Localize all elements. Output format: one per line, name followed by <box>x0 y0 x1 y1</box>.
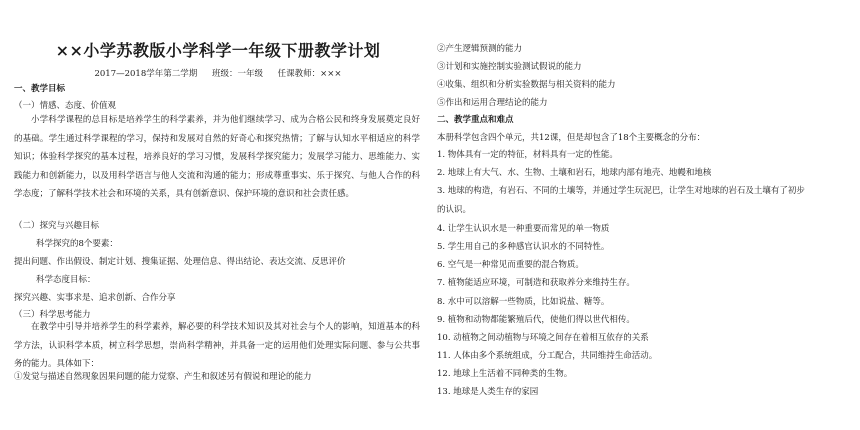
inquiry-elements-list: 提出问题、作出假设、制定计划、搜集证据、处理信息、得出结论、表达交流、反思评价 <box>14 257 346 267</box>
concept-item: 的认识。 <box>437 205 472 215</box>
subsection-emotion-heading: （一）情感、态度、价值观 <box>14 101 117 111</box>
thinking-paragraph-text: 在教学中引导并培养学生的科学素养，解必要的科学技术知识及其对社会与个人的影响，知道基本的科学方法，认识科学本质，树立科学思想，崇尚科学精神，并具备一定的运用他们处理实际问题、参与公共事务的能力。具体如下： <box>14 322 420 369</box>
attitude-goal-label: 科学态度目标： <box>36 275 96 285</box>
concept-item: 3. 地球的构造，有岩石、不同的土壤等，并通过学生玩泥巴，让学生对地球的岩石及土壤有了初步 <box>437 186 805 196</box>
concept-item: 12. 地球上生活着不同种类的生物。 <box>437 369 573 379</box>
section-teaching-goals-heading: 一、教学目标 <box>14 84 66 94</box>
inquiry-elements-label: 科学探究的8个要素： <box>36 239 118 249</box>
subsection-thinking-heading: （三）科学思考能力 <box>14 310 91 320</box>
concept-item: 1. 物体具有一定的特征，材料具有一定的性能。 <box>437 150 618 160</box>
concept-item: 11. 人体由多个系统组成，分工配合，共同维持生命活动。 <box>437 351 658 361</box>
ability-item-5: ⑤作出和运用合理结论的能力 <box>437 98 548 108</box>
emotion-paragraph <box>14 111 420 204</box>
subsection-inquiry-heading: （二）探究与兴趣目标 <box>14 221 100 231</box>
ability-item-3: ③计划和实施控制实验测试假说的能力 <box>437 62 582 72</box>
attitude-goal-list: 探究兴趣、实事求是、追求创新、合作分享 <box>14 293 176 303</box>
concept-item: 7. 植物能适应环境，可制造和获取养分来维持生存。 <box>437 278 635 288</box>
concept-item: 8. 水中可以溶解一些物质，比如说盐、糖等。 <box>437 297 610 307</box>
concept-item: 13. 地球是人类生存的家园 <box>437 387 539 397</box>
ability-item-4: ④收集、组织和分析实验数据与相关资料的能力 <box>437 80 616 90</box>
page-title: ××小学苏教版小学科学一年级下册教学计划 <box>55 41 381 60</box>
class-label: 班级：一年级 <box>211 69 263 79</box>
concept-item: 2. 地球上有大气、水、生物、土壤和岩石，地球内部有地壳、地幔和地核 <box>437 168 712 178</box>
thinking-paragraph <box>14 318 420 374</box>
concept-item: 5. 学生用自己的多种感官认识水的不同特性。 <box>437 242 610 252</box>
page-subtitle <box>14 67 422 79</box>
concept-item: 9. 植物和动物都能繁殖后代，使他们得以世代相传。 <box>437 315 635 325</box>
emotion-paragraph-text: 小学科学课程的总目标是培养学生的科学素养，并为他们继续学习、成为合格公民和终身发展奠定良好的基础。学生通过科学课程的学习，保持和发展对自然的好奇心和探究热情；了解与认知水平相适应的科学知识；体验科学探究的基本过程，培养良好的学习习惯，发展科学探究能力；发展学习能力、思维能力、实践能力和创新能力，以及用科学语言与他人交流和沟通的能力；形成尊重事实、乐于探究、与他人合作的科学态度；了解科学技术社会和环境的关系，具有创新意识、保护环境的意识和社会责任感。 <box>14 115 420 199</box>
concept-item: 6. 空气是一种常见而重要的混合物质。 <box>437 260 584 270</box>
concept-item: 4. 让学生认识水是一种重要而常见的单一物质 <box>437 224 610 234</box>
ability-item-2: ②产生逻辑预测的能力 <box>437 44 523 54</box>
concept-item: 10. 动植物之间动植物与环境之间存在着相互依存的关系 <box>437 333 649 343</box>
key-points-intro: 本册科学包含四个单元，共12课，但是却包含了18个主要概念的分布： <box>437 133 706 143</box>
section-key-points-heading: 二、教学重点和难点 <box>437 115 514 125</box>
teacher-label: 任课教师：××× <box>277 69 342 79</box>
ability-item-1: ①发觉与描述自然现象因果问题的能力觉察、产生和叙述另有假说和理论的能力 <box>14 372 312 382</box>
term-label: 2017—2018学年第二学期 <box>94 69 198 79</box>
